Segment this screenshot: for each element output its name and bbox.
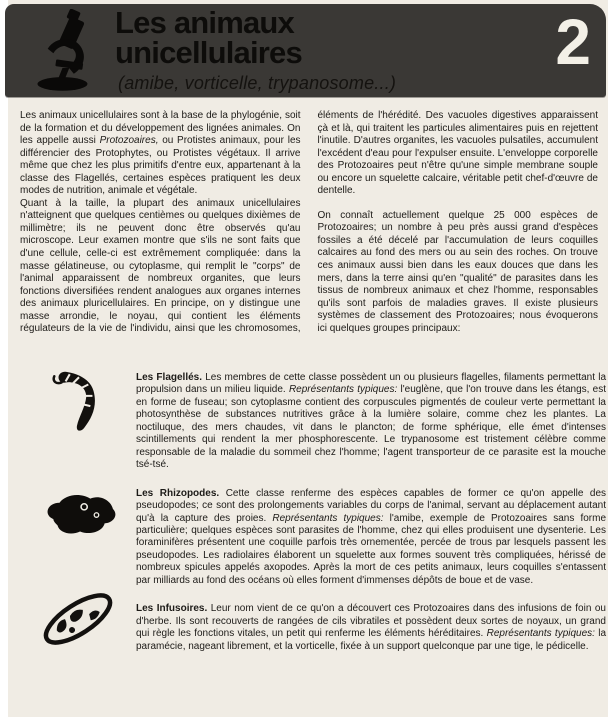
amoeba-icon bbox=[39, 490, 117, 538]
section-flagelles bbox=[20, 372, 606, 472]
text-segment: Représentants typiques: bbox=[288, 384, 398, 396]
page-subtitle: (amibe, vorticelle, trypanosome...) bbox=[118, 73, 397, 93]
intro-paragraph bbox=[318, 210, 599, 335]
header-banner bbox=[5, 4, 606, 97]
section-rhizopodes bbox=[20, 488, 606, 588]
trypanosome-icon bbox=[51, 368, 105, 434]
chapter-number-badge: 2 bbox=[555, 6, 591, 78]
trypanosome-flagellate-illustration bbox=[20, 368, 136, 434]
text-segment: On connaît actuellement quelque 25 000 espèces de Protozoaires; un nombre à peu près aussi grand d'espèces fossiles a été décelé par l'accumulation de leurs coquilles calcaires au fond des mers ou au sein des roches. On trouve ces animaux aussi bien dans les eaux douces que dans les mers, dans la terre ainsi qu'en "qualité" de parasites dans les tissus de nombreux animaux et chez l'homme, responsables qu'ils sont parfois de maladies graves. Il existe plusieurs systèmes de classement des Protozoaires; nous évoquerons ici quelques groupes principaux: bbox=[317, 209, 598, 334]
section-paragraph bbox=[136, 372, 606, 472]
intro-text-columns bbox=[20, 110, 598, 336]
section-infusoires bbox=[20, 603, 606, 653]
page-title-line2: unicellulaires bbox=[115, 35, 302, 70]
text-segment: Les Infusoires. bbox=[136, 603, 208, 615]
text-segment: Quant à la taille, la plupart des animaux unicellulaires n'atteignent que quelques centièmes ou quelques dixièmes de millimètre; ils ne peuvent donc être observés qu'au microscope. Leur examen montre que s'ils ne sont faits que d'une cellule, celle-ci est extrêmement compliquée: dans la masse gélatineuse, ou cytoplasme, qui remplit le "corps" de l'animal apparaissent de nombreux organites, que leurs fonctions diversifiées rendent analogues aux organes internes des animaux pluricellulaires. En principe, on y distingue une masse arrondie, le noyau, qui contient les éléments régulateurs de la vie de l'individu, ainsi que les chromosomes, éléments de l'hérédité. Des vacuoles digestives apparaissent çà et là, qui traitent les particules alimentaires puis en rejettent l'inutile. D'autres organites, les vacuoles pulsatiles, accumulent l'excédent d'eau pour l'expulser ensuite. L'enveloppe corporelle des Protozoaires peut n'être qu'une simple membrane souple ou encore un squelette calcaire, véritable petit chef-d'œuvre de dentelle. bbox=[20, 110, 598, 335]
text-segment: Les membres de cette classe possèdent un ou plusieurs flagelles, filaments permettant la propulsion dans un milieu liquide. bbox=[136, 372, 607, 396]
page-title-line1: Les animaux bbox=[115, 5, 295, 40]
page-title bbox=[115, 5, 302, 70]
section-paragraph bbox=[136, 603, 606, 653]
text-segment: ou Protistes animaux, pour les différencier des Protophytes, ou Protistes végétaux. Il arrive même que chez les plus primitifs d'entre eux, appartenant à la classe des Flagellés, certaines espèces pratiquent les deux modes de nutrition, animale et végétale. bbox=[20, 135, 301, 197]
text-segment: Protozoaires, bbox=[99, 135, 159, 147]
amoeba-illustration bbox=[20, 490, 136, 538]
scanned-book-page bbox=[8, 0, 608, 717]
text-segment: Les Flagellés. bbox=[136, 372, 203, 383]
text-segment: Représentants typiques: bbox=[486, 628, 595, 640]
paramecium-illustration bbox=[20, 585, 136, 653]
section-text bbox=[136, 372, 606, 472]
text-segment: Leur nom vient de ce qu'on a découvert ces Protozoaires dans des infusions de foin ou d'herbe. Ils sont recouverts de rangées de cils vibratiles et possèdent deux sortes de noyaux, un grand qui règle les fonctions vitales, un petit qui renferme les éléments héréditaires. bbox=[136, 603, 606, 640]
paramecium-icon bbox=[36, 585, 120, 653]
text-segment: l'euglène, que l'on trouve dans les étangs, est en forme de fuseau; son cytoplasme contient des corpuscules pigmentés de couleur verte permettant la photosynthèse de substances nutritives grâce à la lumière solaire, comme chez les plantes. La noctiluque, des mers chaudes, vit dans le plancton; de forme sphérique, elle émet d'intenses scintillements qui rendent la mer phosphorescente. Le trypanosome est tristement célèbre comme responsable de la maladie du sommeil chez l'homme; l'agent transporteur de ce parasite est la mouche tsé-tsé. bbox=[136, 384, 607, 471]
intro-paragraph bbox=[20, 110, 301, 198]
text-segment: Les Rhizopodes. bbox=[136, 487, 220, 499]
protozoa-sections bbox=[20, 372, 606, 653]
text-segment: Les animaux unicellulaires sont à la base de la phylogénie, soit de la formation et du développement des lignées animales. On les appelle aussi bbox=[20, 110, 301, 147]
section-paragraph bbox=[136, 488, 606, 588]
microscope-icon bbox=[29, 9, 105, 93]
text-segment: la paramécie, nageant librement, et la vorticelle, fixée à un support quelconque par une tige, le pédicelle. bbox=[136, 628, 607, 652]
text-segment: Représentants typiques: bbox=[272, 512, 384, 524]
section-text bbox=[136, 488, 606, 588]
section-text bbox=[136, 603, 606, 653]
text-segment: Cette classe renferme des espèces capables de former ce qu'on appelle des pseudopodes; ce sont des prolongements variables du corps de l'animal, servant au déplacement autant qu'à la capture des proies. bbox=[136, 487, 607, 524]
text-segment: l'amibe, exemple de Protozoaires sans forme particulière; quelques espèces sont parasites de l'homme, chez qui elles produisent une dysenterie. Les foraminifères présentent une coquille parfois très ornementée, percée de trous par lesquels passent les pseudopodes. Les radiolaires élaborent un squelette aux formes souvent très compliquées, hérissé de nombreux spicules appelés axopodes. Après la mort de ces petits animaux, leurs coquilles s'entassent par milliards au fond des océans où elles forment d'immenses dépôts de boue et de vase. bbox=[136, 512, 607, 586]
